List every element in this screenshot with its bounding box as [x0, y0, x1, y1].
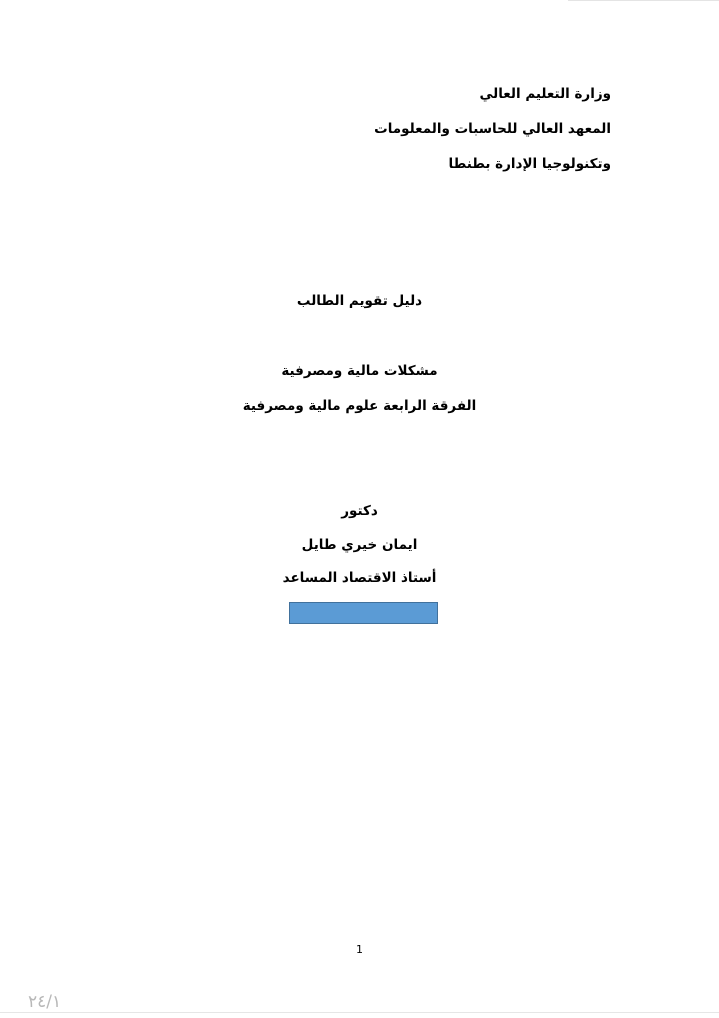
page-number: 1: [356, 943, 363, 956]
course-name: مشكلات مالية ومصرفية: [281, 363, 438, 379]
ministry-name: وزارة التعليم العالي: [479, 86, 611, 102]
guide-title: دليل تقويم الطالب: [296, 293, 423, 309]
bottom-divider: [0, 1012, 719, 1013]
blue-rectangle: [289, 602, 438, 624]
student-level: الفرقة الرابعة علوم مالية ومصرفية: [242, 398, 477, 414]
author-name: ايمان خيري طايل: [301, 537, 418, 553]
scan-page-mark: ٢٤/١: [28, 992, 62, 1012]
top-divider: [568, 0, 719, 1]
institution-header: [374, 86, 611, 191]
institute-name-continued: وتكنولوجيا الإدارة بطنطا: [448, 156, 611, 172]
author-position: أستاذ الاقتصاد المساعد: [282, 570, 437, 586]
institute-name: المعهد العالي للحاسبات والمعلومات: [374, 121, 611, 137]
author-title: دكتور: [341, 503, 378, 519]
